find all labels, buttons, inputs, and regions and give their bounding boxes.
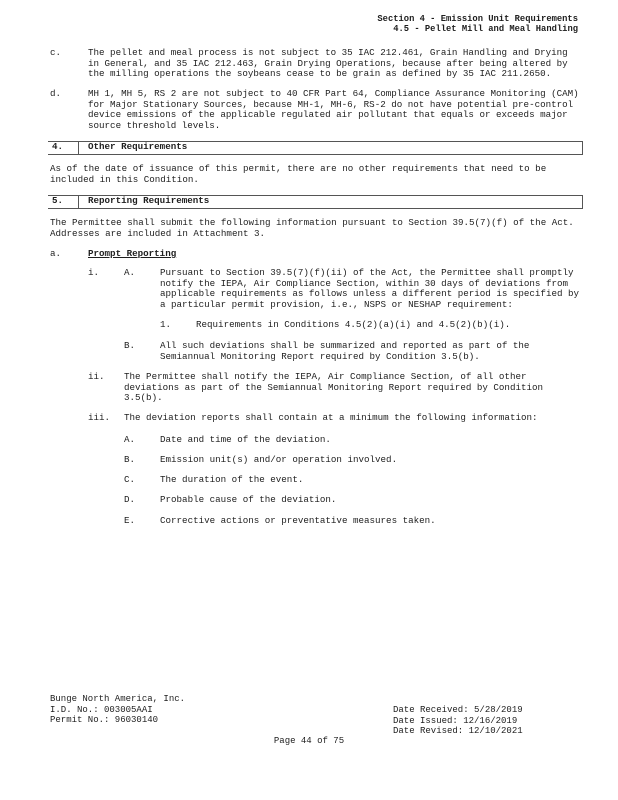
item-ii-number: ii. (88, 371, 105, 382)
item-ii-line: 3.5(b). (124, 392, 163, 404)
item-c-paragraph (88, 48, 588, 80)
item-c-line: the milling operations the soybeans cease to be grain as defined by 35 IAC 211.2650. (88, 68, 552, 80)
item-iii-d-text: Probable cause of the deviation. (160, 494, 337, 505)
header-subsection-title: 4.5 - Pellet Mill and Meal Handling (393, 24, 578, 34)
item-c-letter: c. (50, 47, 62, 58)
item-i-a-line: notify the IEPA, Air Compliance Section, within 30 days of deviations from (160, 277, 568, 289)
section-4-paragraph (50, 164, 570, 185)
item-iii-text: The deviation reports shall contain at a minimum the following information: (124, 412, 538, 423)
footer-permit-number: Permit No.: 96030140 (50, 715, 159, 726)
footer-date-issued: Date Issued: 12/16/2019 (393, 715, 518, 726)
item-ii-paragraph (124, 372, 590, 404)
item-i-a-paragraph (160, 268, 590, 310)
item-d-line: MH 1, MH 5, RS 2 are not subject to 40 CFR Part 64, Compliance Assurance Monitoring (CAM) (88, 88, 579, 99)
item-iii-a-text: Date and time of the deviation. (160, 434, 331, 445)
heading-divider (78, 142, 79, 154)
footer-left (50, 694, 185, 726)
item-d-letter: d. (50, 88, 62, 99)
footer-company: Bunge North America, Inc. (50, 694, 186, 704)
section-5-title: Reporting Requirements (88, 195, 210, 206)
item-i-a-1-text: Requirements in Conditions 4.5(2)(a)(i) and 4.5(2)(b)(i). (196, 319, 511, 330)
item-c-line: The pellet and meal process is not subject to 35 IAC 212.461, Grain Handling and Drying (88, 47, 568, 58)
footer-date-received: Date Received: 5/28/2019 (393, 705, 523, 715)
item-iii-number: iii. (88, 412, 111, 423)
subsection-a-title: Prompt Reporting (88, 248, 177, 259)
item-iii-c-text: The duration of the event. (160, 474, 304, 485)
item-iii-c-letter: C. (124, 474, 136, 485)
item-iii-b-letter: B. (124, 454, 136, 465)
item-iii-e-text: Corrective actions or preventative measures taken. (160, 515, 436, 526)
item-i-a-line: applicable requirements as follows unless a different period is specified by (160, 288, 580, 300)
page-header (377, 14, 578, 34)
section-5-intro-line: The Permittee shall submit the following information pursuant to Section 39.5(7)(f) of the Act. (50, 217, 574, 228)
section-4-line: As of the date of issuance of this permit, there are no other requirements that need to be (50, 163, 547, 174)
page-number: Page 44 of 75 (273, 736, 345, 746)
item-i-a-1-number: 1. (160, 319, 172, 330)
item-iii-d-letter: D. (124, 494, 136, 505)
item-i-a-line: Pursuant to Section 39.5(7)(f)(ii) of the Act, the Permittee shall promptly (160, 267, 574, 278)
subsection-a-letter: a. (50, 248, 62, 259)
footer-id-number: I.D. No.: 003005AAI (50, 704, 153, 715)
item-i-a-line: a particular permit provision, i.e., NSPS or NESHAP requirement: (160, 298, 513, 310)
item-i-b-paragraph (160, 341, 590, 362)
item-ii-line: deviations as part of the Semiannual Monitoring Report required by Condition (124, 381, 544, 393)
item-iii-b-text: Emission unit(s) and/or operation involved. (160, 454, 398, 465)
section-5-intro (50, 218, 590, 239)
section-5-intro-line: Addresses are included in Attachment 3. (50, 227, 266, 239)
item-i-b-line: All such deviations shall be summarized and reported as part of the (160, 340, 530, 351)
section-4-heading-bar (48, 141, 583, 155)
section-4-number: 4. (52, 141, 64, 152)
item-i-number: i. (88, 267, 100, 278)
section-5-heading-bar (48, 195, 583, 209)
item-iii-e-letter: E. (124, 515, 136, 526)
item-ii-line: The Permittee shall notify the IEPA, Air Compliance Section, of all other (124, 371, 527, 382)
heading-divider (78, 196, 79, 208)
section-5-number: 5. (52, 195, 64, 206)
item-iii-a-letter: A. (124, 434, 136, 445)
item-d-paragraph (88, 89, 588, 131)
header-section-title: Section 4 - Emission Unit Requirements (377, 14, 578, 24)
item-c-line: in General, and 35 IAC 212.463, Grain Drying Operations, because after being altered by (88, 57, 568, 69)
footer-right (393, 705, 523, 737)
section-4-line: included in this Condition. (50, 173, 199, 185)
item-i-b-letter: B. (124, 340, 136, 351)
item-i-a-letter: A. (124, 267, 136, 278)
item-i-b-line: Semiannual Monitoring Report required by Condition 3.5(b). (160, 350, 480, 362)
footer-date-revised: Date Revised: 12/10/2021 (393, 726, 523, 737)
item-d-line: device emissions of the applicable regulated air pollutant that equals or exceeds major (88, 109, 568, 121)
item-d-line: source threshold levels. (88, 119, 221, 131)
section-4-title: Other Requirements (88, 141, 188, 152)
item-d-line: for Major Stationary Sources, because MH-1, MH-6, RS-2 do not have potential pre-control (88, 98, 574, 110)
